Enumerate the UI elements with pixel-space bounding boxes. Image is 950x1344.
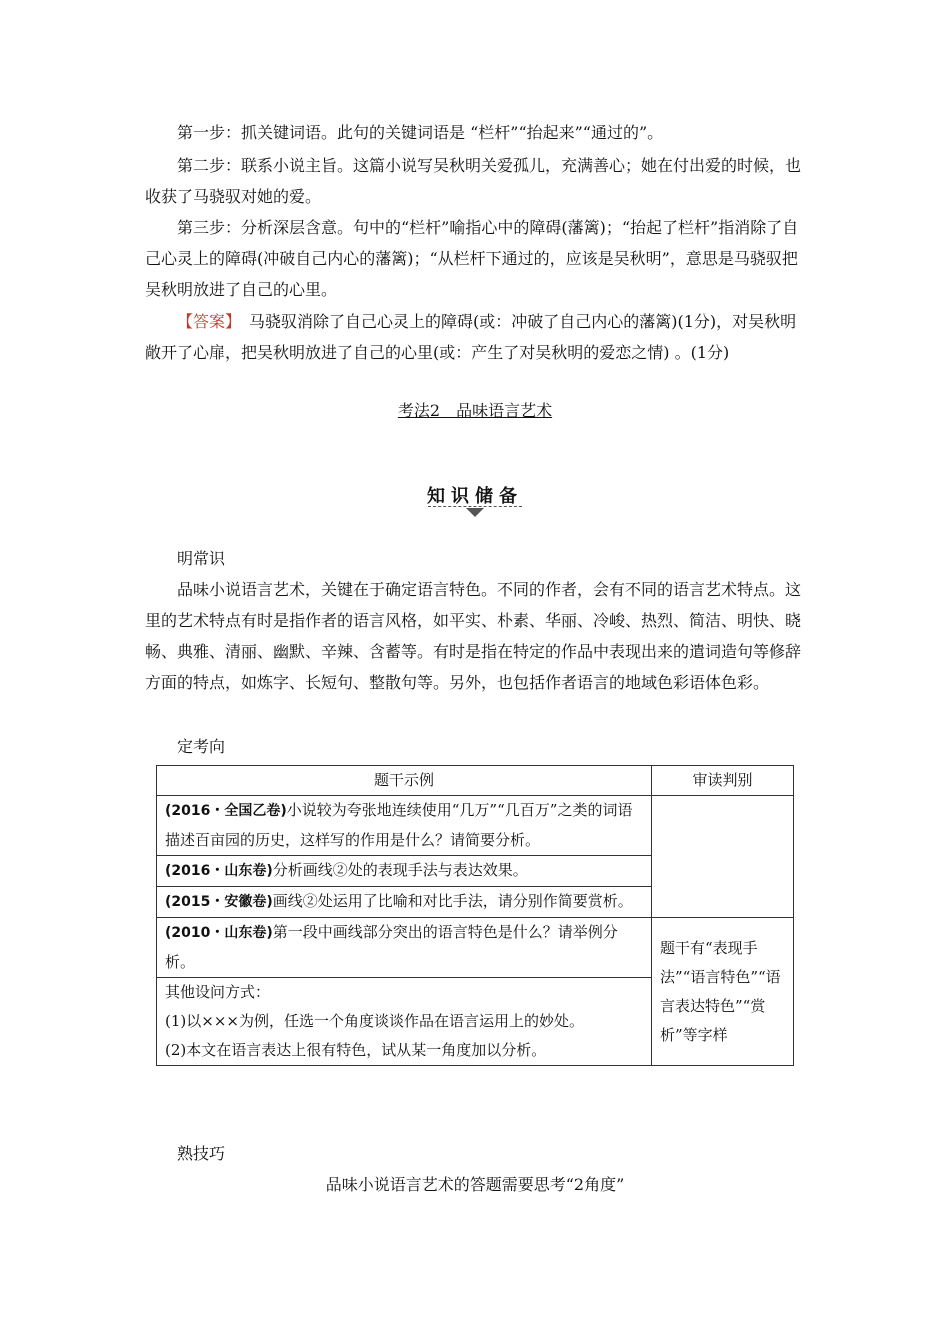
table-row: (2016・全国乙卷)小说较为夸张地连续使用“几万”“几百万”之类的词语描述百亩园的历史，这样写的作用是什么？请简要分析。	[157, 796, 652, 856]
judge-cell: 题干有“表现手法”“语言特色”“语言表达特色”“赏析”等字样	[652, 918, 794, 1066]
knowledge-divider	[428, 506, 522, 507]
table-row-other	[157, 978, 652, 1066]
table-empty-cell	[652, 796, 794, 918]
other-title: 其他设问方式：	[165, 983, 271, 1001]
ming-body: 品味小说语言艺术，关键在于确定语言特色。不同的作者，会有不同的语言艺术特点。这里的艺术特点有时是指作者的语言风格，如平实、朴素、华丽、冷峻、热烈、简洁、明快、晓畅、典雅、清丽、幽默、辛辣、含蓄等。有时是指在特定的作品中表现出来的遣词造句等修辞方面的特点，如炼字、长短句、整散句等。另外，也包括作者语言的地域色彩语体色彩。	[145, 580, 802, 692]
shu-heading: 熟技巧	[177, 1144, 226, 1163]
ming-heading: 明常识	[177, 549, 226, 568]
table-row: (2015・安徽卷)画线②处运用了比喻和对比手法，请分别作简要赏析。	[157, 887, 652, 918]
step-1: 第一步：抓关键词语。此句的关键词语是 “栏杆”“抬起来”“通过的”。	[177, 123, 664, 142]
knowledge-title: 知识储备	[427, 486, 523, 507]
answer-paragraph	[145, 306, 809, 368]
table-row: (2016・山东卷)分析画线②处的表现手法与表达效果。	[157, 856, 652, 887]
exam-table	[156, 765, 794, 1066]
step-3: 第三步：分析深层含意。句中的“栏杆”喻指心中的障碍(藩篱)；“抬起了栏杆”指消除了自己心灵上的障碍(冲破自己内心的藩篱)；“从栏杆下通过的，应该是吴秋明”，意思是马骁驭把吴秋明放进了自己的心里。	[145, 218, 799, 299]
answer-label: 【答案】	[177, 312, 234, 331]
section-title: 考法2 品味语言艺术	[397, 401, 553, 420]
ding-heading: 定考向	[177, 737, 226, 756]
step-2: 第二步：联系小说主旨。这篇小说写吴秋明关爱孤儿，充满善心；她在付出爱的时候，也收获了马骁驭对她的爱。	[145, 156, 802, 206]
other-item-2: (2)本文在语言表达上很有特色，试从某一角度加以分析。	[165, 1041, 547, 1059]
answer-text: 马骁驭消除了自己心灵上的障碍(或：冲破了自己内心的藩篱)(1分)，对吴秋明敞开了心扉，把吴秋明放进了自己的心里(或：产生了对吴秋明的爱恋之情) 。(1分)	[145, 312, 797, 362]
other-item-1: (1)以×××为例，任选一个角度谈谈作品在语言运用上的妙处。	[165, 1012, 584, 1030]
table-header-judge: 审读判别	[652, 766, 794, 796]
shu-subtitle: 品味小说语言艺术的答题需要思考“2角度”	[325, 1175, 625, 1194]
table-row: (2010・山东卷)第一段中画线部分突出的语言特色是什么？请举例分析。	[157, 918, 652, 978]
triangle-down-icon	[466, 508, 484, 517]
table-header-example: 题干示例	[157, 766, 652, 796]
